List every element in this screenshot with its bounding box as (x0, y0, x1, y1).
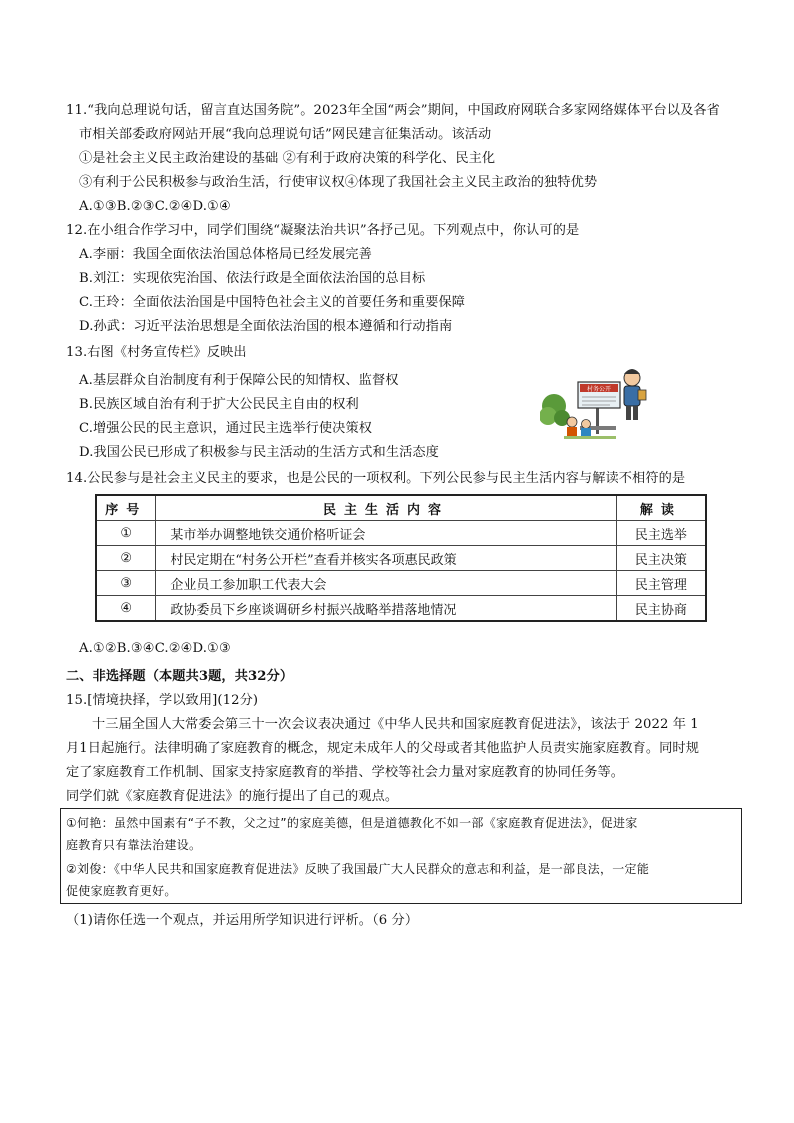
q12-option-d: D.孙武：习近平法治思想是全面依法治国的根本遵循和行动指南 (79, 319, 453, 334)
q13-option-a: A.基层群众自治制度有利于保障公民的知情权、监督权 (79, 373, 399, 388)
q13-stem: 13.右图《村务宣传栏》反映出 (66, 345, 247, 360)
q15-paragraph-line3: 定了家庭教育工作机制、国家支持家庭教育的举措、学校等社会力量对家庭教育的协同任务等。 (66, 765, 625, 780)
q15-paragraph-line4: 同学们就《家庭教育促进法》的施行提出了自己的观点。 (66, 789, 399, 804)
table-row (96, 521, 706, 546)
section-title: 二、非选择题（本题共3题，共32分） (66, 669, 294, 684)
header-number: 序号 (96, 495, 156, 521)
q14-stem: 14.公民参与是社会主义民主的要求，也是公民的一项权利。下列公民参与民主生活内容与解读不相符的是 (66, 471, 686, 486)
q15-heading: 15.[情境抉择，学以致用](12分) (66, 693, 259, 708)
q13-option-c: C.增强公民的民主意识，通过民主选举行使决策权 (79, 421, 373, 436)
q11-stem-line2: 市相关部委政府网站开展“我向总理说句话”网民建言征集活动。该活动 (79, 127, 492, 142)
viewpoint-2-line2: 促使家庭教育更好。 (66, 884, 177, 898)
row-interpretation: 民主管理 (616, 571, 706, 596)
q15-subquestion-1: （1)请你任选一个观点，并运用所学知识进行评析。（6 分） (66, 913, 419, 928)
q13-option-b: B.民族区域自治有利于扩大公民民主自由的权利 (79, 397, 359, 412)
table-row (96, 571, 706, 596)
row-number: ② (96, 546, 156, 571)
viewpoint-2-line1: ②刘俊：《中华人民共和国家庭教育促进法》反映了我国最广大人民群众的意志和利益，是一部良法，一定能 (66, 862, 650, 876)
row-number: ③ (96, 571, 156, 596)
header-interpretation: 解读 (616, 495, 706, 521)
row-content: 政协委员下乡座谈调研乡村振兴战略举措落地情况 (156, 596, 616, 622)
row-interpretation: 民主选举 (616, 521, 706, 546)
q15-paragraph-line2: 月1日起施行。法律明确了家庭教育的概念，规定未成年人的父母或者其他监护人员责实施家庭教育。同时规 (66, 741, 699, 756)
q12-option-c: C.王玲：全面依法治国是中国特色社会主义的首要任务和重要保障 (79, 295, 466, 310)
table-row (96, 546, 706, 571)
q12-stem: 12.在小组合作学习中，同学们围绕“凝聚法治共识”各抒己见。下列观点中，你认可的是 (66, 223, 580, 238)
q11-choices: A.①③B.②③C.②④D.①④ (79, 199, 231, 214)
viewpoint-1-line2: 庭教育只有靠法治建设。 (66, 838, 202, 852)
q11-options-line1: ①是社会主义民主政治建设的基础 ②有利于政府决策的科学化、民主化 (79, 151, 496, 166)
viewpoints-box (60, 808, 742, 904)
row-interpretation: 民主决策 (616, 546, 706, 571)
viewpoint-1-line1: ①何艳：虽然中国素有“子不教，父之过”的家庭美德，但是道德教化不如一部《家庭教育促进法》，促进家 (66, 816, 638, 830)
row-number: ① (96, 521, 156, 546)
democracy-table (95, 494, 707, 622)
header-content: 民主生活内容 (156, 495, 616, 521)
row-content: 企业员工参加职工代表大会 (156, 571, 616, 596)
q11-stem-line1: 11.“我向总理说句话，留言直达国务院”。2023年全国“两会”期间，中国政府网联合多家网络媒体平台以及各省 (66, 103, 720, 118)
table-row (96, 596, 706, 622)
village-affairs-cartoon (540, 364, 650, 440)
q12-option-a: A.李丽：我国全面依法治国总体格局已经发展完善 (79, 247, 372, 262)
table-header-row (96, 495, 706, 521)
row-content: 某市举办调整地铁交通价格听证会 (156, 521, 616, 546)
q15-paragraph-line1: 十三届全国人大常委会第三十一次会议表决通过《中华人民共和国家庭教育促进法》，该法于 2022 年 1 (92, 717, 699, 732)
q11-options-line2: ③有利于公民积极参与政治生活，行使审议权④体现了我国社会主义民主政治的独特优势 (79, 175, 598, 190)
q12-option-b: B.刘江：实现依宪治国、依法行政是全面依法治国的总目标 (79, 271, 426, 286)
q13-option-d: D.我国公民已形成了积极参与民主活动的生活方式和生活态度 (79, 445, 439, 460)
cartoon-sign-text: 村务公开 (586, 386, 612, 393)
row-content: 村民定期在“村务公开栏”查看并核实各项惠民政策 (156, 546, 616, 571)
row-interpretation: 民主协商 (616, 596, 706, 622)
row-number: ④ (96, 596, 156, 622)
q14-choices: A.①②B.③④C.②④D.①③ (79, 641, 231, 656)
